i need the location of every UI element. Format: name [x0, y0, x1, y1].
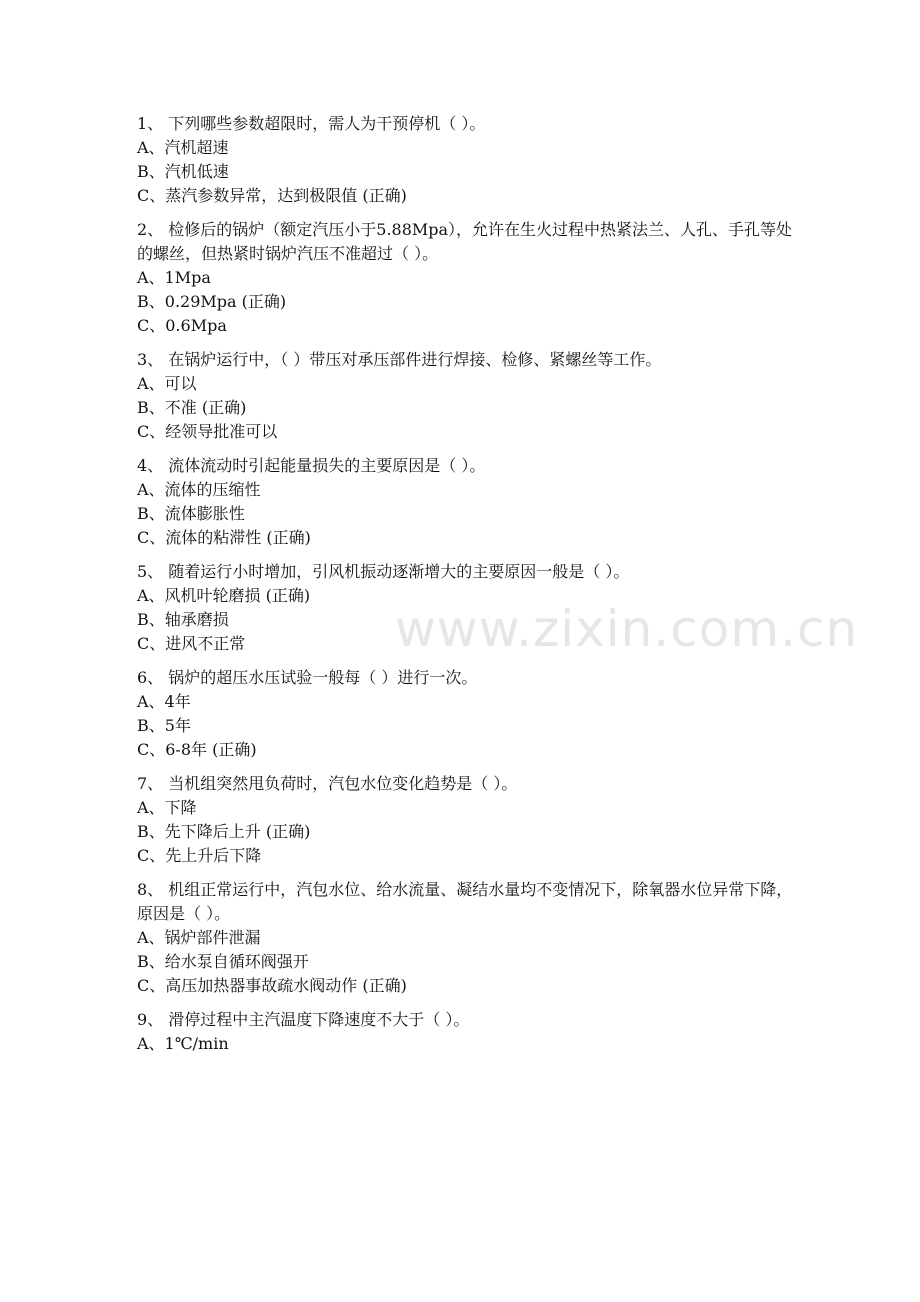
answer-option: B、不准 (正确): [137, 398, 247, 417]
question-5: [137, 560, 797, 656]
question-stem: 1、 下列哪些参数超限时，需人为干预停机（ ）。: [137, 114, 486, 133]
answer-option: A、流体的压缩性: [137, 480, 261, 499]
question-stem: 5、 随着运行小时增加，引风机振动逐渐增大的主要原因一般是（ ）。: [137, 562, 630, 581]
question-9: [137, 1008, 797, 1056]
question-stem: 3、 在锅炉运行中，（ ）带压对承压部件进行焊接、检修、紧螺丝等工作。: [137, 350, 662, 369]
question-stem: 2、 检修后的锅炉（额定汽压小于5.88Mpa），允许在生火过程中热紧法兰、人孔、手孔等处的螺丝，但热紧时锅炉汽压不准超过（ ）。: [137, 220, 793, 263]
answer-option: B、流体膨胀性: [137, 504, 245, 523]
question-2: [137, 218, 797, 338]
answer-option: A、风机叶轮磨损 (正确): [137, 586, 311, 605]
question-8: [137, 878, 797, 998]
answer-option: B、0.29Mpa (正确): [137, 292, 287, 311]
question-3: [137, 348, 797, 444]
answer-option: A、可以: [137, 374, 197, 393]
question-stem: 4、 流体流动时引起能量损失的主要原因是（ ）。: [137, 456, 486, 475]
question-stem: 6、 锅炉的超压水压试验一般每（ ）进行一次。: [137, 668, 478, 687]
answer-option: B、5年: [137, 716, 191, 735]
question-7: [137, 772, 797, 868]
answer-option: C、流体的粘滞性 (正确): [137, 528, 311, 547]
answer-option: B、给水泵自循环阀强开: [137, 952, 309, 971]
question-1: [137, 112, 797, 208]
answer-option: C、6-8年 (正确): [137, 740, 257, 759]
answer-option: C、经领导批准可以: [137, 422, 278, 441]
answer-option: B、汽机低速: [137, 162, 229, 181]
answer-option: C、高压加热器事故疏水阀动作 (正确): [137, 976, 407, 995]
answer-option: C、蒸汽参数异常，达到极限值 (正确): [137, 186, 407, 205]
answer-option: C、先上升后下降: [137, 846, 262, 865]
answer-option: A、下降: [137, 798, 197, 817]
question-stem: 8、 机组正常运行中，汽包水位、给水流量、凝结水量均不变情况下，除氧器水位异常下降，原因是（ ）。: [137, 880, 793, 923]
answer-option: C、0.6Mpa: [137, 316, 227, 335]
question-4: [137, 454, 797, 550]
answer-option: B、先下降后上升 (正确): [137, 822, 311, 841]
answer-option: A、汽机超速: [137, 138, 229, 157]
question-6: [137, 666, 797, 762]
answer-option: A、锅炉部件泄漏: [137, 928, 261, 947]
question-stem: 7、 当机组突然甩负荷时，汽包水位变化趋势是（ ）。: [137, 774, 518, 793]
answer-option: A、1℃/min: [137, 1034, 229, 1053]
answer-option: C、进风不正常: [137, 634, 246, 653]
answer-option: B、轴承磨损: [137, 610, 229, 629]
answer-option: A、1Mpa: [137, 268, 211, 287]
question-list: [137, 112, 797, 1066]
watermark: www.zixin.com.cn: [395, 600, 859, 658]
question-stem: 9、 滑停过程中主汽温度下降速度不大于（ ）。: [137, 1010, 470, 1029]
answer-option: A、4年: [137, 692, 191, 711]
